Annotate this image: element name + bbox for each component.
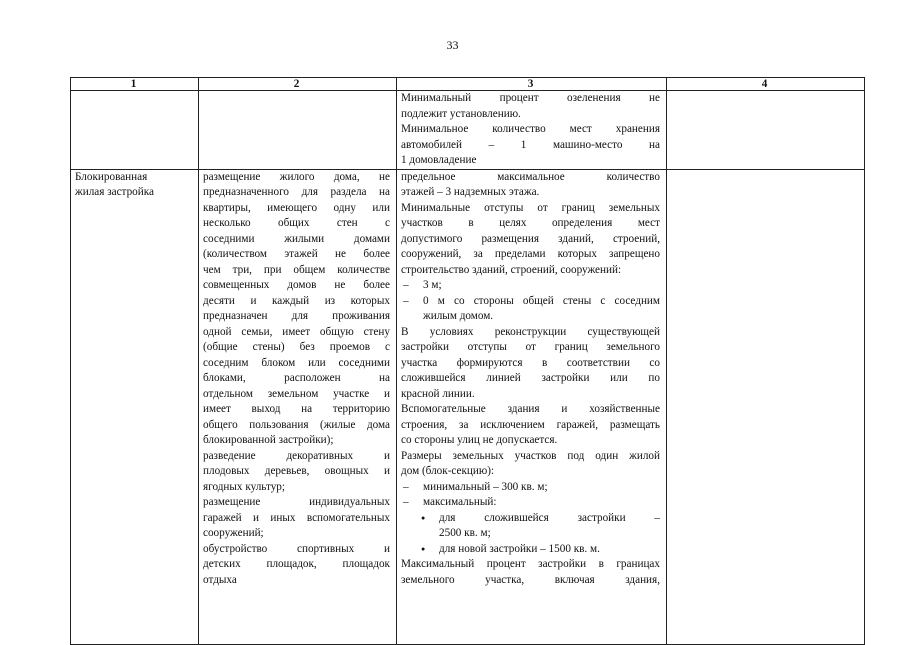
text-line: 1 домовладение [401,154,477,166]
table-row-blocked-housing [71,169,865,644]
use-type-name: жилая застройка [75,186,154,198]
text-line: участка формируются в соответствии со [401,356,660,369]
text-line: Вспомогательные здания и хозяйственные [401,403,660,415]
page-number: 33 [446,38,459,52]
header-col-4: 4 [667,78,865,91]
text-line: Минимальные отступы от границ земельных [401,201,660,214]
text-line: предназначенного для раздела на [203,186,390,198]
cell-use-description [199,169,397,644]
text-line: (общие стены) без проемов с [203,341,390,353]
text-line: имеет выход на территорию [203,403,390,415]
cell-parameters [397,169,667,644]
text-line: строения, за исключением гаражей, размещать [401,418,660,431]
header-col-3: 3 [397,78,667,91]
text-line: отдыха [203,573,237,586]
text-line: одной семьи, имеет общую стену [203,325,390,338]
cell-continuation-params [397,91,667,170]
list-item: – минимальный – 300 кв. м; [401,480,660,496]
text-line: автомобилей – 1 машино-место на [401,138,660,151]
plot-max-sublist [423,511,660,558]
cell-empty [667,169,865,644]
text-line: красной линии. [401,387,475,400]
text-line: размещение жилого дома, не [203,170,390,183]
use-type-name: Блокированная [75,170,148,183]
text-line: земельного участка, включая здания, [401,573,660,586]
header-col-2: 2 [199,78,397,91]
text-line: ягодных культур; [203,480,285,493]
text-line: квартиры, имеющего одну или [203,201,390,214]
list-item: ● для новой застройки – 1500 кв. м. [401,542,660,558]
table-row-continuation [71,91,865,170]
text-line: допустимого размещения зданий, строений, [401,232,660,245]
list-item: – максимальный: ● для сложившейся застройки – 2500 кв. м; ● для новой застройки – 1500 кв. м. [401,495,660,557]
text-line: сооружений; [203,527,264,539]
text-line: несколько общих стен с [203,217,390,229]
text-line: чем три, при общем количестве [203,263,390,276]
text-line: плодовых деревьев, овощных и [203,465,390,477]
text-line: разведение декоративных и [203,449,390,462]
text-line: отдельном земельном участке и [203,387,390,400]
text-line: предназначен для проживания [203,310,390,322]
text-line: предельное максимальное количество [401,170,660,183]
list-item: – 3 м; [401,278,660,294]
text-line: (количеством этажей не более [203,248,390,260]
text-line: соседними жилыми домами [203,232,390,245]
cell-use-type [71,169,199,644]
text-line: блоками, расположен на [203,372,390,384]
text-line: строительство зданий, строений, сооружений: [401,263,622,276]
text-line: этажей – 3 надземных этажа. [401,186,540,198]
text-line: со стороны улиц не допускается. [401,434,558,446]
setback-list [401,278,660,325]
text-line: общего пользования (жилые дома [203,418,390,431]
text-line: В условиях реконструкции существующей [401,325,660,338]
text-line: совмещенных домов не более [203,279,390,291]
text-line: сооружений, за пределами которых запрещено [401,248,660,260]
text-line: блокированной застройки); [203,434,334,446]
text-line: Минимальное количество мест хранения [401,123,660,135]
header-col-1: 1 [71,78,199,91]
list-item: ● для сложившейся застройки – 2500 кв. м; [401,511,660,542]
cell-empty [667,91,865,170]
text-line: участков в целях определения мест [401,217,660,229]
list-item: – 0 м со стороны общей стены с соседним жилым домом. [401,294,660,325]
text-line: десяти и каждый из которых [203,294,390,307]
text-line: детских площадок, площадок [203,558,390,570]
text-line: обустройство спортивных и [203,542,390,555]
text-line: застройки отступы от границ земельного [401,341,660,353]
text-line: гаражей и иных вспомогательных [203,511,390,524]
table-header-row [71,78,865,91]
text-line: Размеры земельных участков под один жилой [401,449,660,462]
text-line: Минимальный процент озеленения не [401,92,660,104]
cell-empty [71,91,199,170]
land-use-table [70,77,865,645]
text-line: Максимальный процент застройки в границах [401,558,660,570]
text-line: соседним блоком или соседними [203,356,390,369]
cell-empty [199,91,397,170]
plot-size-list [401,480,660,558]
text-line: подлежит установлению. [401,107,521,120]
text-line: дом (блок-секцию): [401,465,495,477]
text-line: размещение индивидуальных [203,496,390,508]
text-line: сложившейся линией застройки или по [401,372,660,384]
